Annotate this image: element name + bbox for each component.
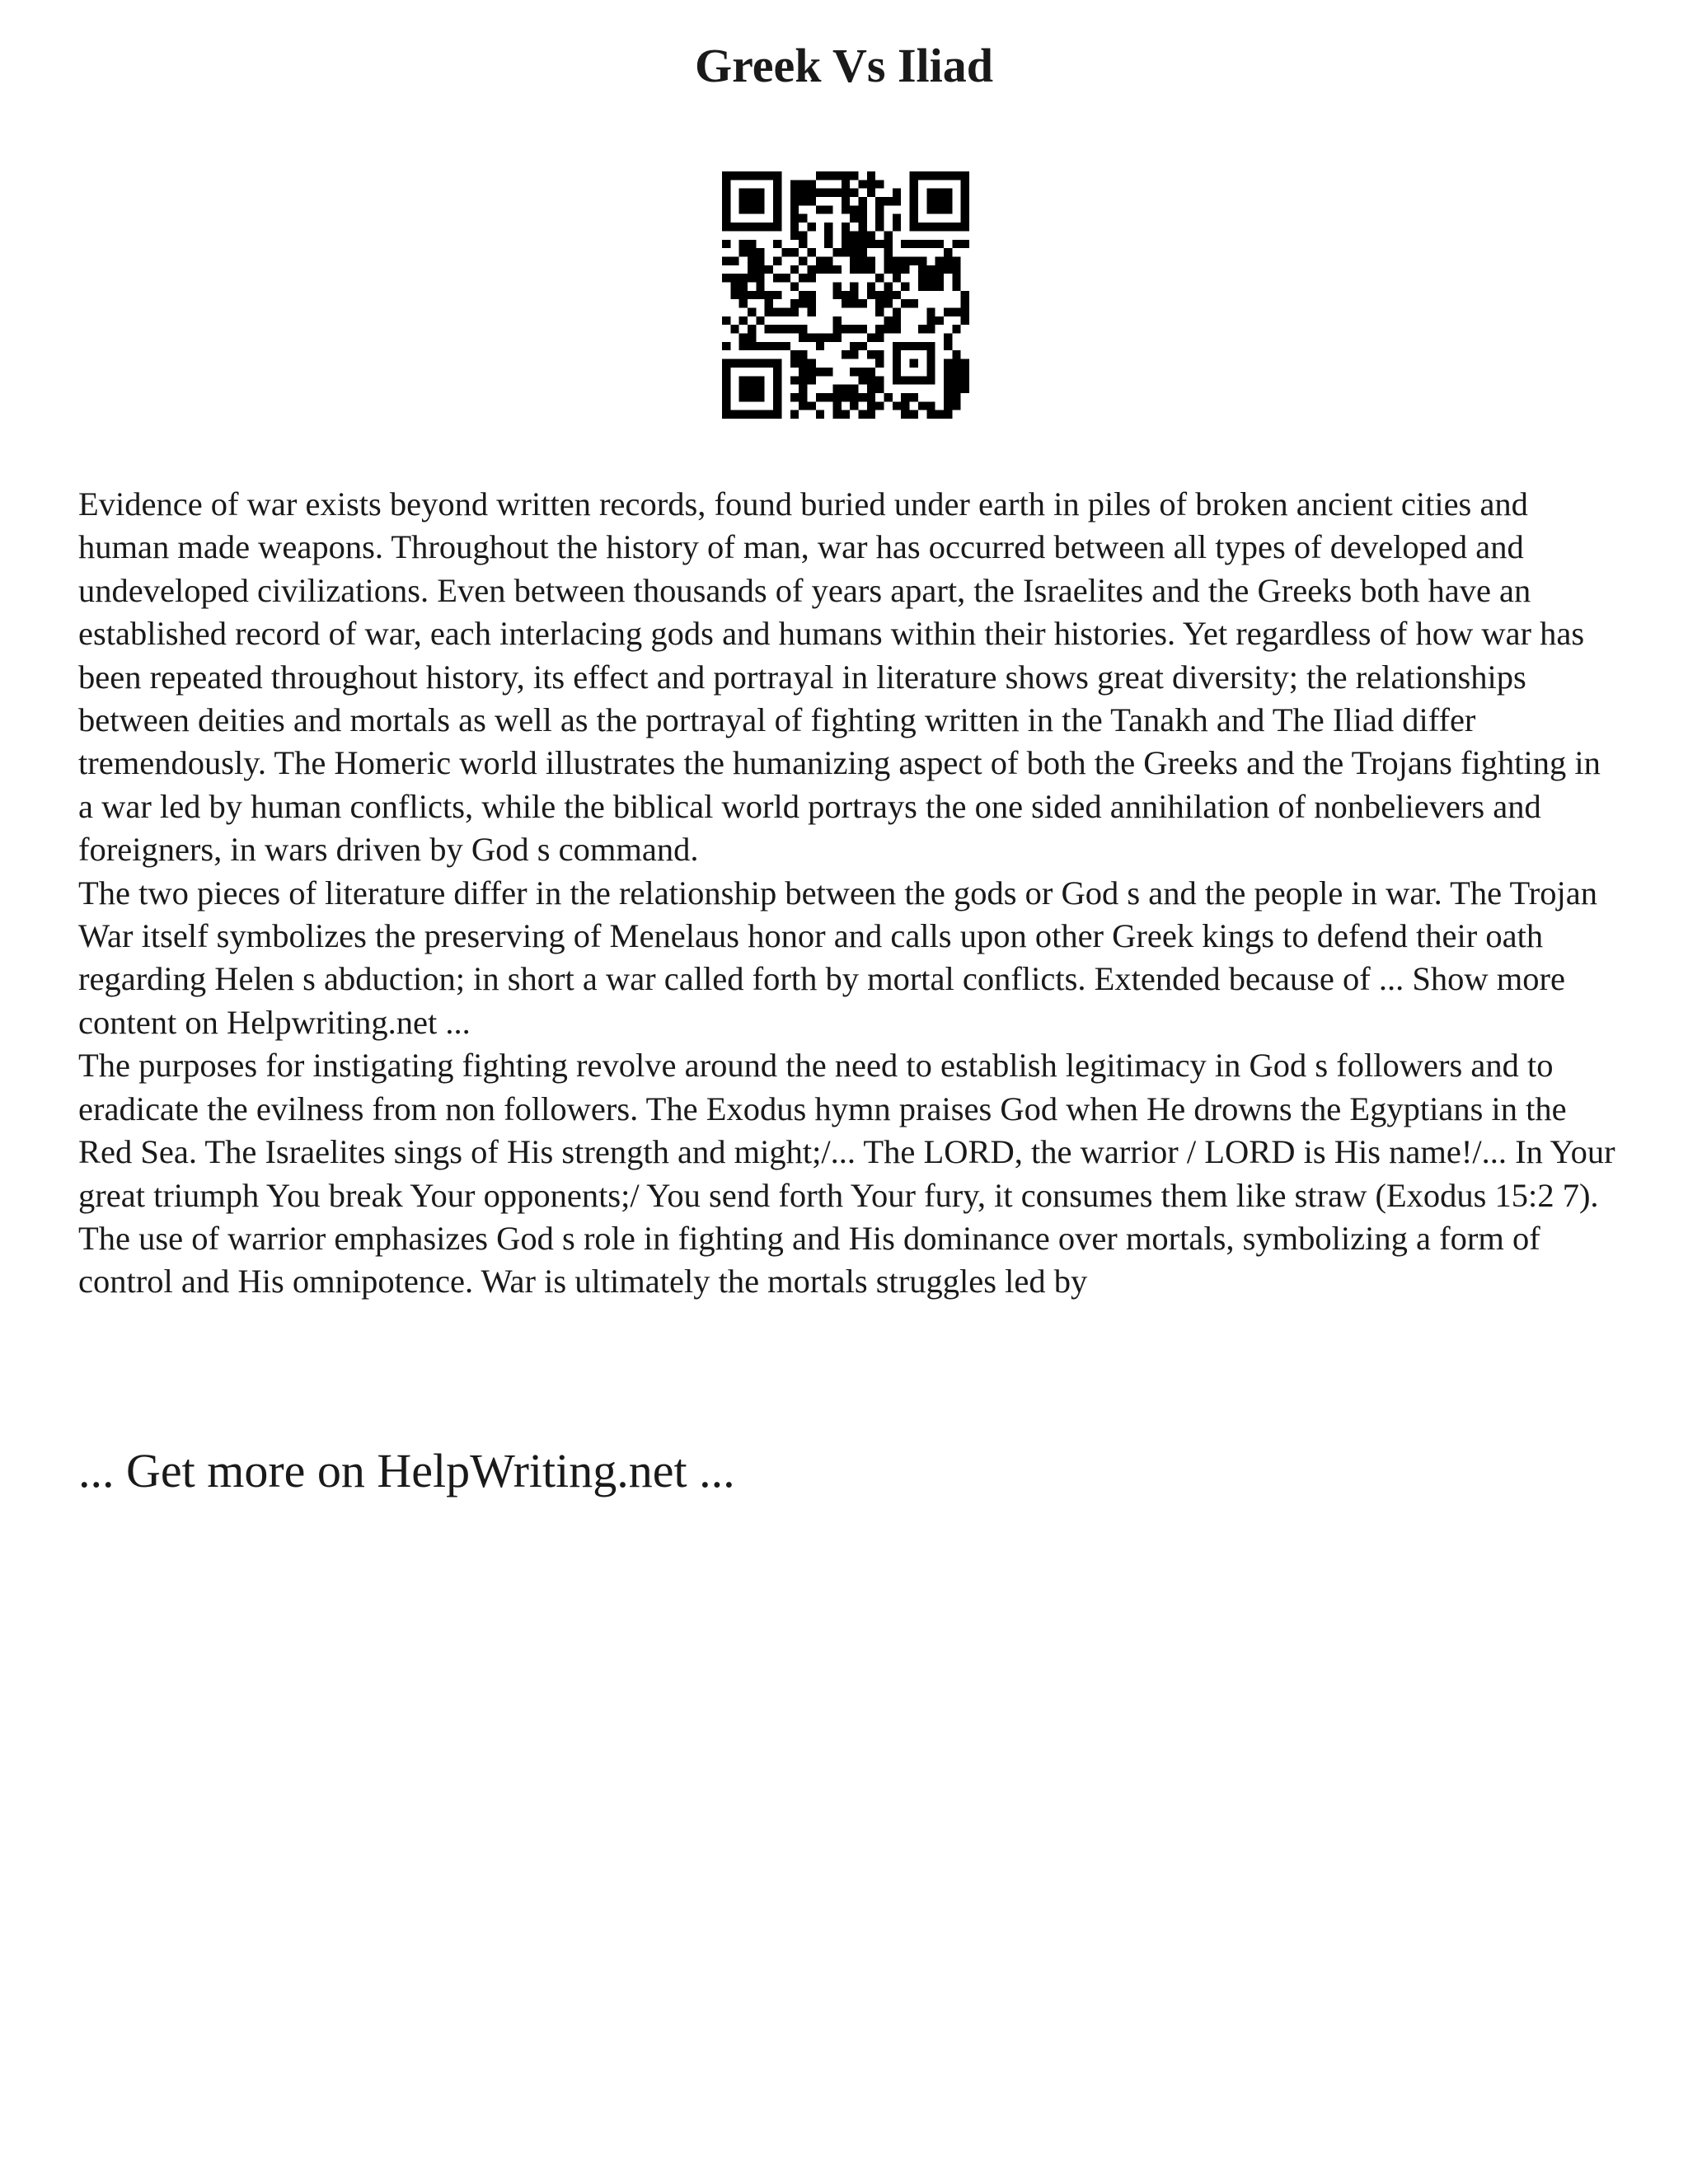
paragraph-intro: Evidence of war exists beyond written records, found buried under earth in piles of broken ancient cities and human made weapons. Throughout the history of man, war has occurred between all types of developed and undeveloped civilizations. Even between thousands of years apart, the Israelites and the Greeks both have an established record of war, each interlacing gods and humans within their histories. Yet regardless of how war has been repeated throughout history, its effect and portrayal in literature shows great diversity; the relationships between deities and mortals as well as the portrayal of fighting written in the Tanakh and The Iliad differ tremendously. The Homeric world illustrates the humanizing aspect of both the Greeks and the Trojans fighting in a war led by human conflicts, while the biblical world portrays the one sided annihilation of nonbelievers and foreigners, in wars driven by God s command.	[78, 485, 1601, 869]
paragraph-exodus-hymn: The purposes for instigating fighting revolve around the need to establish legitimacy in God s followers and to eradicate the evilness from non followers. The Exodus hymn praises God when He drowns the Egyptians in the Red Sea. The Israelites sings of His strength and might;/... The LORD, the warrior / LORD is His name!/... In Your great triumph You break Your opponents;/ You send forth Your fury, it consumes them like straw (Exodus 15:2 7). The use of warrior emphasizes God s role in fighting and His dominance over mortals, symbolizing a form of control and His omnipotence. War is ultimately the mortals struggles led by	[78, 1047, 1615, 1301]
page-title: Greek Vs Iliad	[694, 39, 994, 92]
paragraph-gods-relationship: The two pieces of literature differ in the relationship between the gods or God s and the people in war. The Trojan War itself symbolizes the preserving of Menelaus honor and calls upon other Greek kings to defend their oath regarding Helen s abduction; in short a war called forth by mortal conflicts. Extended because of ... Show more content on Helpwriting.net ...	[78, 874, 1598, 1041]
get-more-link[interactable]: ... Get more on HelpWriting.net ...	[78, 1444, 735, 1497]
qr-code-icon	[722, 171, 969, 419]
article-body	[78, 483, 1620, 1304]
